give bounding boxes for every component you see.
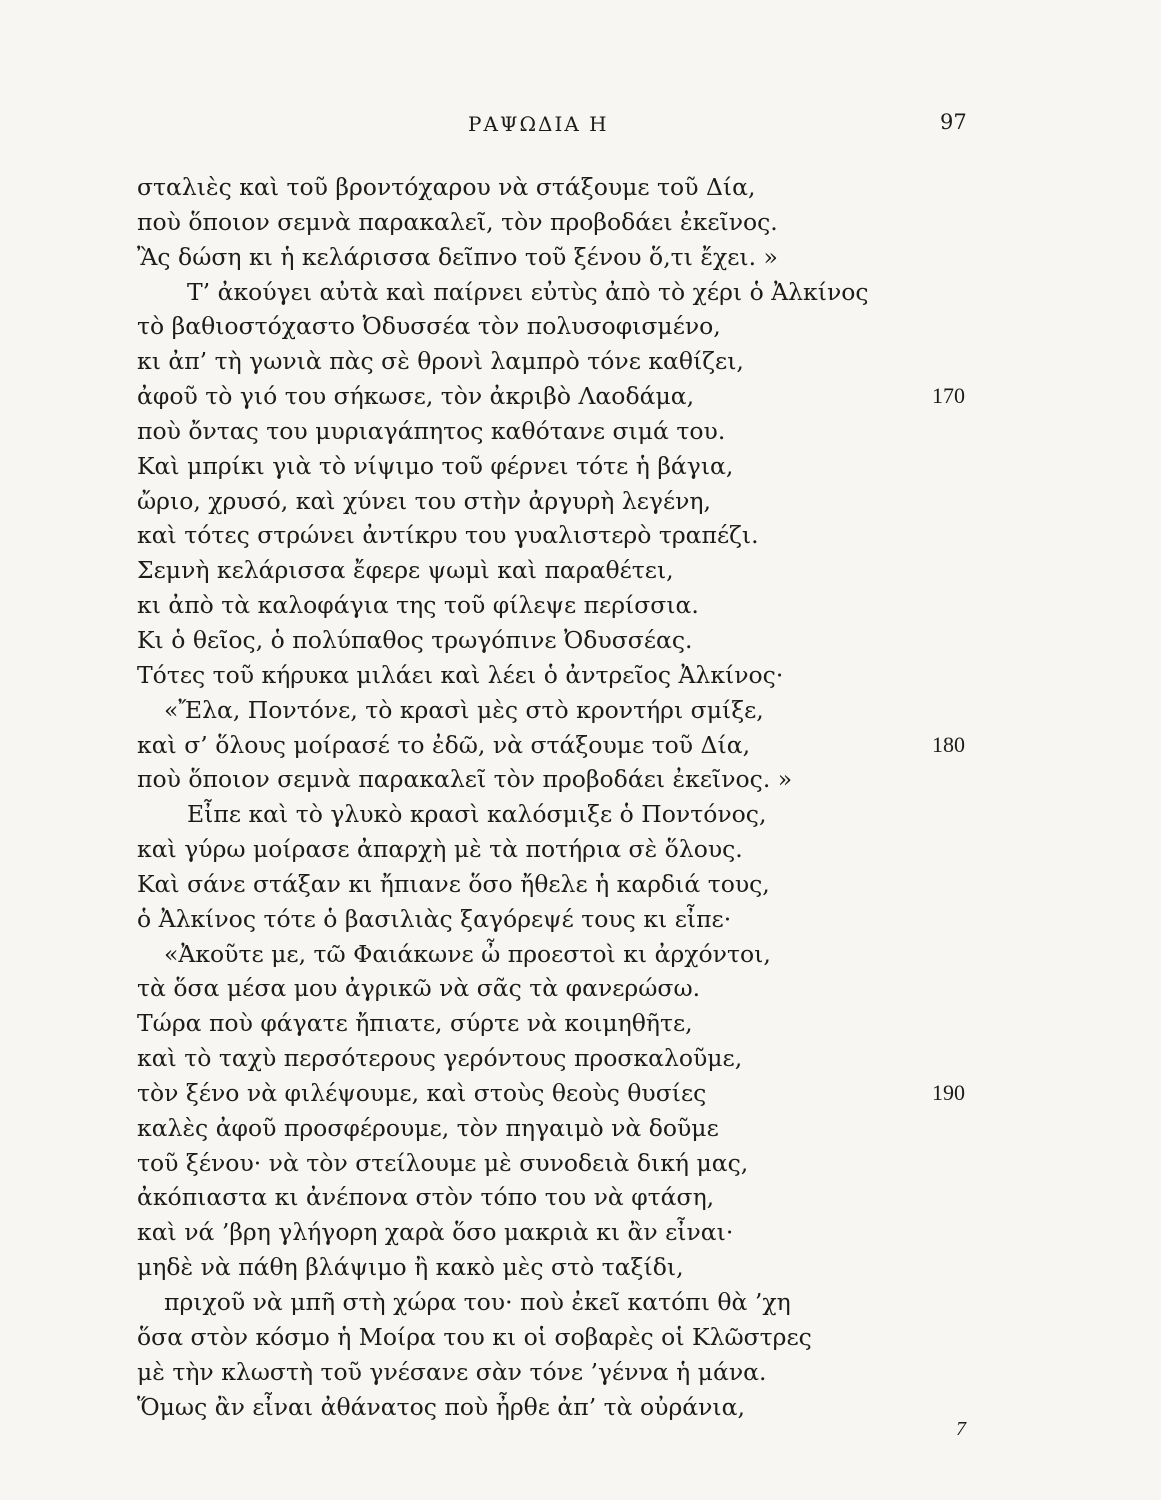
verse-line: Καὶ σάνε στάξαν κι ἤπιανε ὅσο ἤθελε ἡ καρδιά τους, [137,869,770,898]
verse-line: «Ἀκοῦτε με, τῶ Φαιάκωνε ὦ προεστοὶ κι ἀρχόντοι, [164,939,771,968]
verse-line: τὰ ὅσα μέσα μου ἀγρικῶ νὰ σᾶς τὰ φανερώσω. [137,974,701,1003]
verse-line: μηδὲ νὰ πάθη βλάψιμο ἢ κακὸ μὲς στὸ ταξίδι, [137,1253,684,1282]
verse-line: ὅσα στὸν κόσμο ἡ Μοίρα του κι οἱ σοβαρὲς οἱ Κλῶστρες [137,1322,812,1351]
verse-line: καὶ τότες στρώνει ἀντίκρυ του γυαλιστερὸ τραπέζι. [137,521,759,550]
verse-line: Κι ὁ θεῖος, ὁ πολύπαθος τρωγόπινε Ὀδυσσέας. [137,625,693,654]
verse-line: τὸν ξένο νὰ φιλέψουμε, καὶ στοὺς θεοὺς θυσίες 190 [137,1076,917,1111]
verse-line: κι ἀπὸ τὰ καλοφάγια της τοῦ φίλεψε περίσσια. [137,591,699,620]
verse-line: μὲ τὴν κλωστὴ τοῦ γνέσανε σὰν τόνε ’γέννα ἡ μάνα. [137,1357,767,1386]
verse-line: Σεμνὴ κελάρισσα ἔφερε ψωμὶ καὶ παραθέτει, [137,556,674,585]
verse-line: «Ἔλα, Ποντόνε, τὸ κρασὶ μὲς στὸ κροντήρι σμίξε, [164,695,764,724]
verse-line: Εἶπε καὶ τὸ γλυκὸ κρασὶ καλόσμιξε ὁ Ποντόνος, [187,800,767,829]
line-number: 180 [932,731,965,757]
page-number: 97 [940,110,967,134]
running-head: ΡΑΨΩΔΙΑ Η [468,112,609,136]
verse-line: ποὺ ὄντας του μυριαγάπητος καθότανε σιμά του. [137,416,726,445]
verse-line: Τ’ ἀκούγει αὐτὰ καὶ παίρνει εὐτὺς ἀπὸ τὸ χέρι ὁ Ἀλκίνος [187,277,869,306]
line-number: 170 [932,383,965,409]
verse-line: ἀκόπιαστα κι ἀνέπονα στὸν τόπο του νὰ φτάση, [137,1183,715,1212]
verse-line: καὶ τὸ ταχὺ περσότερους γερόντους προσκαλοῦμε, [137,1044,743,1073]
verse-line: ἀφοῦ τὸ γιό του σήκωσε, τὸν ἀκριβὸ Λαοδάμα, 170 [137,379,917,414]
verse-line: Ἂς δώση κι ἡ κελάρισσα δεῖπνο τοῦ ξένου ὅ,τι ἔχει. » [137,242,778,271]
verse-line: πριχοῦ νὰ μπῆ στὴ χώρα του· ποὺ ἐκεῖ κατόπι θὰ ’χη [164,1288,791,1316]
signature-mark: 7 [956,1418,966,1440]
verse-line: τοῦ ξένου· νὰ τὸν στείλουμε μὲ συνοδειὰ δική μας, [137,1148,749,1177]
verse-line: κι ἀπ’ τὴ γωνιὰ πὰς σὲ θρονὶ λαμπρὸ τόνε καθίζει, [137,347,744,376]
verse-line: σταλιὲς καὶ τοῦ βροντόχαρου νὰ στάξουμε τοῦ Δία, [137,173,756,201]
verse-line: ποὺ ὅποιον σεμνὰ παρακαλεῖ, τὸν προβοδάει ἐκεῖνος. [137,207,778,236]
verse-line: καὶ νά ’βρη γλήγορη χαρὰ ὅσο μακριὰ κι ἂν εἶναι· [137,1218,734,1247]
verse-line: ὤριο, χρυσό, καὶ χύνει του στὴν ἀργυρὴ λεγένη, [137,486,711,515]
verse-line: τὸ βαθιοστόχαστο Ὀδυσσέα τὸν πολυσοφισμένο, [137,312,721,341]
verse-line: ὁ Ἀλκίνος τότε ὁ βασιλιὰς ξαγόρεψέ τους κι εἶπε· [137,904,732,933]
verse-line: καλὲς ἀφοῦ προσφέρουμε, τὸν πηγαιμὸ νὰ δοῦμε [137,1113,719,1142]
verse-line: Καὶ μπρίκι γιὰ τὸ νίψιμο τοῦ φέρνει τότε ἡ βάγια, [137,451,734,480]
line-number: 190 [932,1079,965,1105]
verse-line: καὶ σ’ ὅλους μοίρασέ το ἐδῶ, νὰ στάξουμε τοῦ Δία, 180 [137,728,917,763]
verse-line: ποὺ ὅποιον σεμνὰ παρακαλεῖ τὸν προβοδάει ἐκεῖνος. » [137,765,793,794]
verse-line: Τώρα ποὺ φάγατε ἤπιατε, σύρτε νὰ κοιμηθῆτε, [137,1009,693,1038]
poem-text [137,170,965,1424]
verse-line: Ὅμως ἂν εἶναι ἀθάνατος ποὺ ἦρθε ἀπ’ τὰ οὐράνια, [137,1392,745,1421]
verse-line: Τότες τοῦ κήρυκα μιλάει καὶ λέει ὁ ἀντρεῖος Ἀλκίνος· [137,660,784,689]
verse-line: καὶ γύρω μοίρασε ἀπαρχὴ μὲ τὰ ποτήρια σὲ ὅλους. [137,835,743,864]
